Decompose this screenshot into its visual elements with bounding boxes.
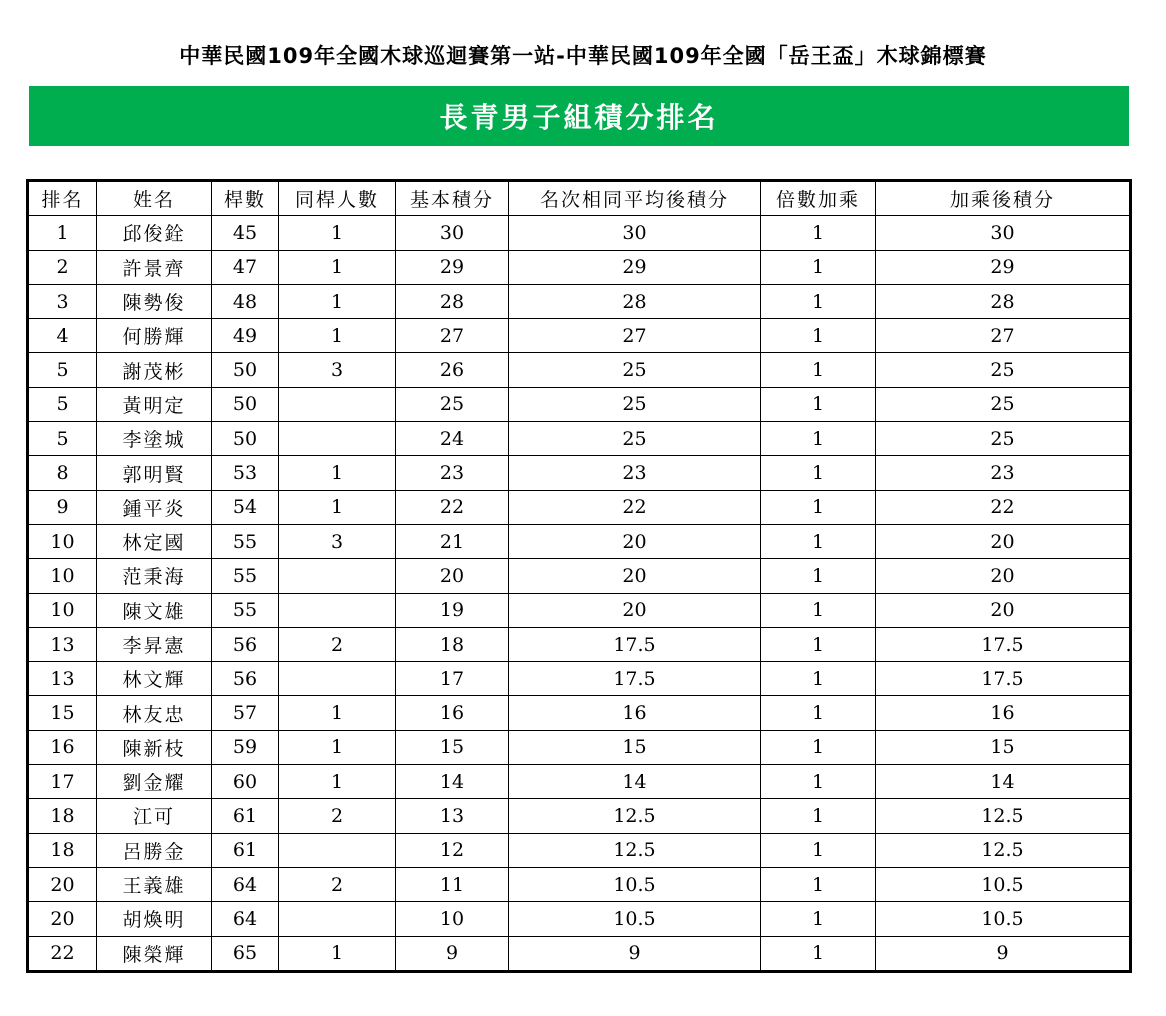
cell-rank: 20 [29,902,97,936]
cell-rank: 4 [29,319,97,353]
banner-title: 長青男子組積分排名 [439,101,719,134]
cell-base-points: 12 [396,833,509,867]
cell-name: 陳勢俊 [97,284,212,318]
cell-averaged-points: 10.5 [509,902,761,936]
cell-base-points: 14 [396,765,509,799]
cell-name: 陳文雄 [97,593,212,627]
cell-multiplier: 1 [761,456,876,490]
cell-strokes: 55 [212,524,279,558]
cell-strokes: 53 [212,456,279,490]
cell-averaged-points: 9 [509,936,761,970]
cell-averaged-points: 25 [509,353,761,387]
cell-base-points: 27 [396,319,509,353]
table-row [29,902,1130,936]
cell-rank: 1 [29,216,97,250]
cell-multiplier: 1 [761,216,876,250]
header-name: 姓名 [97,182,212,216]
cell-rank: 13 [29,627,97,661]
table-row [29,765,1130,799]
cell-averaged-points: 16 [509,696,761,730]
table-row [29,662,1130,696]
cell-tied-count [279,593,396,627]
cell-strokes: 65 [212,936,279,970]
cell-strokes: 64 [212,902,279,936]
cell-tied-count: 1 [279,284,396,318]
cell-final-points: 12.5 [876,833,1130,867]
cell-rank: 5 [29,422,97,456]
cell-final-points: 9 [876,936,1130,970]
cell-name: 江可 [97,799,212,833]
cell-tied-count: 3 [279,353,396,387]
cell-base-points: 21 [396,524,509,558]
cell-multiplier: 1 [761,593,876,627]
cell-multiplier: 1 [761,284,876,318]
cell-base-points: 18 [396,627,509,661]
cell-base-points: 28 [396,284,509,318]
cell-tied-count: 1 [279,456,396,490]
cell-averaged-points: 14 [509,765,761,799]
cell-strokes: 60 [212,765,279,799]
cell-averaged-points: 23 [509,456,761,490]
cell-averaged-points: 20 [509,593,761,627]
cell-name: 范秉海 [97,559,212,593]
cell-tied-count [279,422,396,456]
cell-strokes: 48 [212,284,279,318]
cell-averaged-points: 25 [509,422,761,456]
cell-averaged-points: 22 [509,490,761,524]
cell-final-points: 12.5 [876,799,1130,833]
cell-strokes: 61 [212,799,279,833]
cell-rank: 10 [29,559,97,593]
table-row [29,250,1130,284]
cell-base-points: 9 [396,936,509,970]
cell-final-points: 20 [876,524,1130,558]
cell-rank: 9 [29,490,97,524]
cell-tied-count [279,902,396,936]
cell-final-points: 15 [876,730,1130,764]
cell-name: 林文輝 [97,662,212,696]
cell-base-points: 20 [396,559,509,593]
cell-base-points: 11 [396,867,509,901]
cell-rank: 20 [29,867,97,901]
cell-name: 郭明賢 [97,456,212,490]
cell-multiplier: 1 [761,353,876,387]
cell-multiplier: 1 [761,627,876,661]
cell-rank: 13 [29,662,97,696]
cell-rank: 3 [29,284,97,318]
cell-tied-count: 1 [279,730,396,764]
cell-rank: 18 [29,799,97,833]
cell-final-points: 22 [876,490,1130,524]
cell-name: 許景齊 [97,250,212,284]
cell-rank: 10 [29,593,97,627]
section-banner [29,86,1129,146]
cell-final-points: 28 [876,284,1130,318]
cell-base-points: 10 [396,902,509,936]
cell-tied-count [279,662,396,696]
cell-name: 邱俊銓 [97,216,212,250]
cell-rank: 8 [29,456,97,490]
cell-base-points: 25 [396,387,509,421]
table-row [29,319,1130,353]
cell-averaged-points: 17.5 [509,627,761,661]
cell-strokes: 55 [212,593,279,627]
cell-averaged-points: 25 [509,387,761,421]
cell-final-points: 20 [876,593,1130,627]
cell-final-points: 17.5 [876,662,1130,696]
cell-strokes: 56 [212,662,279,696]
cell-multiplier: 1 [761,662,876,696]
document-title: 中華民國109年全國木球巡迴賽第一站-中華民國109年全國「岳王盃」木球錦標賽 [179,44,987,68]
cell-name: 王義雄 [97,867,212,901]
cell-name: 黃明定 [97,387,212,421]
cell-base-points: 15 [396,730,509,764]
header-multiplier: 倍數加乘 [761,182,876,216]
cell-rank: 22 [29,936,97,970]
cell-multiplier: 1 [761,319,876,353]
cell-final-points: 27 [876,319,1130,353]
cell-base-points: 29 [396,250,509,284]
cell-name: 陳榮輝 [97,936,212,970]
cell-averaged-points: 12.5 [509,799,761,833]
cell-strokes: 61 [212,833,279,867]
cell-base-points: 24 [396,422,509,456]
table-row [29,696,1130,730]
cell-name: 林友忠 [97,696,212,730]
cell-strokes: 57 [212,696,279,730]
cell-name: 林定國 [97,524,212,558]
cell-final-points: 25 [876,422,1130,456]
cell-multiplier: 1 [761,730,876,764]
cell-strokes: 45 [212,216,279,250]
table-row [29,730,1130,764]
cell-tied-count: 1 [279,216,396,250]
cell-strokes: 47 [212,250,279,284]
cell-strokes: 50 [212,422,279,456]
table-row [29,867,1130,901]
cell-averaged-points: 12.5 [509,833,761,867]
table-row [29,353,1130,387]
cell-base-points: 30 [396,216,509,250]
cell-final-points: 17.5 [876,627,1130,661]
cell-multiplier: 1 [761,867,876,901]
cell-averaged-points: 10.5 [509,867,761,901]
cell-strokes: 50 [212,353,279,387]
cell-final-points: 14 [876,765,1130,799]
cell-final-points: 20 [876,559,1130,593]
cell-name: 呂勝金 [97,833,212,867]
cell-strokes: 50 [212,387,279,421]
cell-multiplier: 1 [761,490,876,524]
table-row [29,216,1130,250]
cell-multiplier: 1 [761,524,876,558]
cell-strokes: 64 [212,867,279,901]
header-row [29,182,1130,216]
cell-base-points: 16 [396,696,509,730]
cell-tied-count: 1 [279,250,396,284]
table-row [29,593,1130,627]
cell-final-points: 10.5 [876,902,1130,936]
table-body [29,216,1130,971]
cell-final-points: 25 [876,353,1130,387]
cell-averaged-points: 29 [509,250,761,284]
cell-rank: 17 [29,765,97,799]
cell-multiplier: 1 [761,902,876,936]
cell-multiplier: 1 [761,696,876,730]
cell-tied-count [279,559,396,593]
table-row [29,833,1130,867]
cell-base-points: 22 [396,490,509,524]
cell-averaged-points: 30 [509,216,761,250]
cell-name: 何勝輝 [97,319,212,353]
table-row [29,422,1130,456]
table-row [29,456,1130,490]
cell-final-points: 10.5 [876,867,1130,901]
cell-tied-count [279,387,396,421]
table-row [29,559,1130,593]
cell-final-points: 29 [876,250,1130,284]
cell-strokes: 54 [212,490,279,524]
cell-base-points: 13 [396,799,509,833]
cell-base-points: 26 [396,353,509,387]
cell-tied-count: 2 [279,627,396,661]
cell-base-points: 23 [396,456,509,490]
cell-name: 謝茂彬 [97,353,212,387]
cell-name: 鍾平炎 [97,490,212,524]
cell-multiplier: 1 [761,936,876,970]
table-row [29,524,1130,558]
table-row [29,284,1130,318]
header-base-points: 基本積分 [396,182,509,216]
cell-strokes: 56 [212,627,279,661]
cell-rank: 5 [29,387,97,421]
cell-rank: 18 [29,833,97,867]
cell-name: 胡煥明 [97,902,212,936]
cell-final-points: 30 [876,216,1130,250]
header-averaged-points: 名次相同平均後積分 [509,182,761,216]
header-final-points: 加乘後積分 [876,182,1130,216]
table-row [29,936,1130,970]
cell-rank: 2 [29,250,97,284]
header-strokes: 桿數 [212,182,279,216]
table-row [29,627,1130,661]
cell-name: 劉金耀 [97,765,212,799]
cell-multiplier: 1 [761,765,876,799]
cell-multiplier: 1 [761,833,876,867]
cell-tied-count: 1 [279,490,396,524]
cell-averaged-points: 27 [509,319,761,353]
cell-tied-count: 2 [279,867,396,901]
table-row [29,490,1130,524]
cell-name: 李塗城 [97,422,212,456]
cell-averaged-points: 28 [509,284,761,318]
cell-averaged-points: 20 [509,524,761,558]
cell-multiplier: 1 [761,422,876,456]
cell-rank: 5 [29,353,97,387]
cell-strokes: 59 [212,730,279,764]
cell-final-points: 23 [876,456,1130,490]
cell-final-points: 25 [876,387,1130,421]
cell-tied-count [279,833,396,867]
cell-averaged-points: 20 [509,559,761,593]
cell-averaged-points: 15 [509,730,761,764]
ranking-table [28,181,1130,971]
cell-final-points: 16 [876,696,1130,730]
cell-tied-count: 1 [279,936,396,970]
cell-name: 陳新枝 [97,730,212,764]
cell-strokes: 55 [212,559,279,593]
cell-averaged-points: 17.5 [509,662,761,696]
cell-rank: 15 [29,696,97,730]
cell-multiplier: 1 [761,559,876,593]
cell-strokes: 49 [212,319,279,353]
cell-name: 李昇憲 [97,627,212,661]
cell-tied-count: 1 [279,319,396,353]
cell-base-points: 17 [396,662,509,696]
cell-multiplier: 1 [761,250,876,284]
cell-base-points: 19 [396,593,509,627]
cell-tied-count: 1 [279,696,396,730]
cell-tied-count: 1 [279,765,396,799]
cell-rank: 10 [29,524,97,558]
header-rank: 排名 [29,182,97,216]
cell-multiplier: 1 [761,799,876,833]
table-row [29,799,1130,833]
header-tied-count: 同桿人數 [279,182,396,216]
table-row [29,387,1130,421]
cell-tied-count: 2 [279,799,396,833]
cell-multiplier: 1 [761,387,876,421]
cell-rank: 16 [29,730,97,764]
cell-tied-count: 3 [279,524,396,558]
